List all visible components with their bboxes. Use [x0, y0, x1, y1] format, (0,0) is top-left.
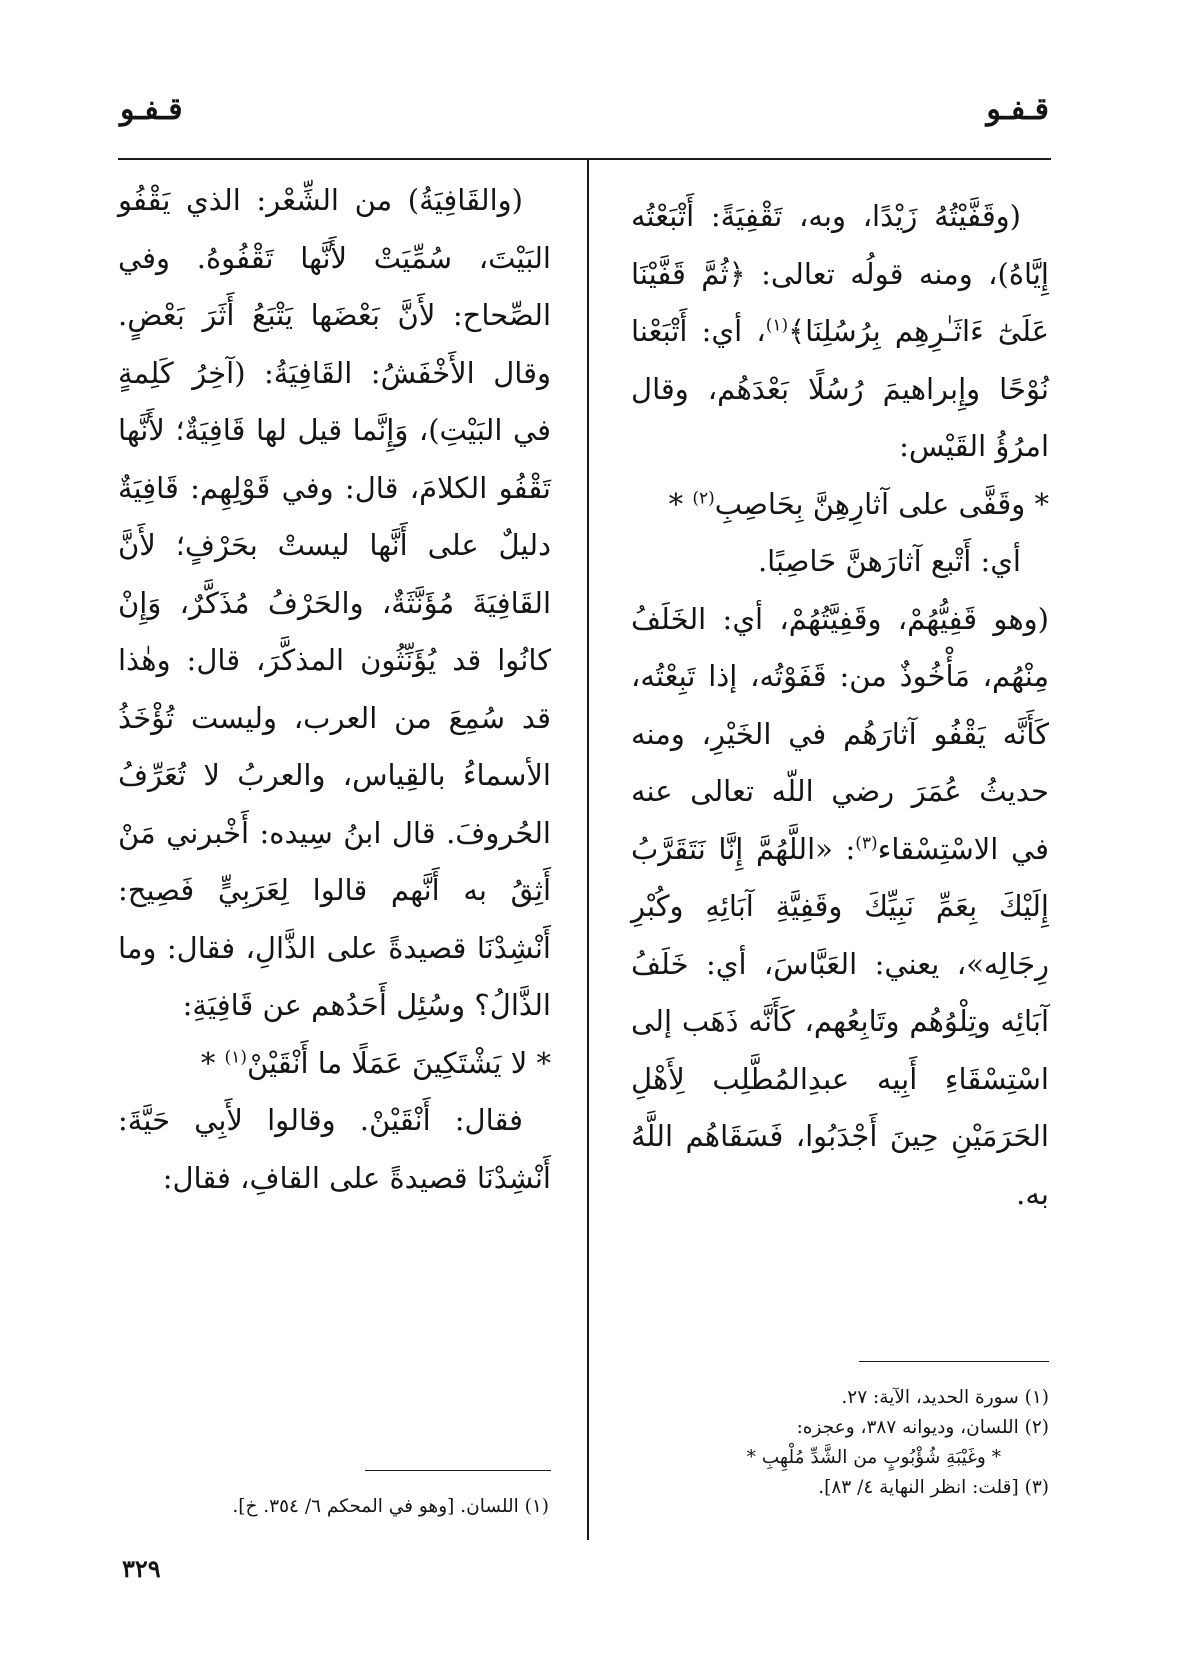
footnote: (٢) اللسان، وديوانه ٣٨٧، وعجزه: — [796, 1417, 1049, 1438]
entry-paragraph: فقال: أَنْقَيْنْ. وقالوا لأَبِي حَيَّةَ: أَنْشِدْنَا قصيدةً على القافِ، فقال: — [118, 1103, 551, 1195]
running-head-right: قـفـو — [986, 92, 1049, 127]
paragraph-text: : «اللَّهُمَّ إِنَّا نَتَقَرَّبُ إِلَيْكَ بِعَمِّ نَبِيِّكَ وقَفِيَّةِ آبَائِهِ وكُبْرِ رِجَالِه»، يعني: العَبَّاسَ، أي: خَلَفُ آبَائِه وتِلْوُهُم وتَابِعُهم، كَأَنَّه ذَهَب إلى اسْتِسْقَاءِ أَبِيه عبدِالمُطَّلِب لِأَهْلِ الحَرَمَيْنِ حِينَ أَجْدَبُوا، فَسَقَاهُم اللَّهُ به. — [631, 831, 1049, 1211]
verse-end-mark: * — [668, 486, 693, 521]
poetry-verse — [118, 1035, 551, 1093]
right-column — [631, 188, 1049, 1223]
running-head-left: قـفـو — [120, 92, 183, 127]
footnote-ref: (٢) — [692, 487, 715, 508]
footnote-ref: (١) — [224, 1046, 247, 1067]
header-rule — [118, 158, 1051, 160]
paragraph-text: (وهو قَفِيُّهُمْ، وقَفِيَّتُهُمْ، أي: الخَلَفُ مِنْهُم، مَأْخُوذٌ من: قَفَوْتُه، إذا تَبِعْتُه، كَأَنَّه يَقْفُو آثارَهُم في الخَيْرِ، ومنه حديثُ عُمَرَ رضي اللّه تعالى عنه في الاسْتِسْقاء — [631, 601, 1049, 866]
page-number: ٣٢٩ — [122, 1554, 161, 1583]
column-divider — [587, 160, 589, 1540]
footnote-rule-right — [859, 1361, 1049, 1362]
entry-paragraph — [631, 591, 1049, 1224]
entry-paragraph: (والقَافِيَةُ) من الشِّعْر: الذي يَقْفُو البَيْتَ، سُمِّيَتْ لأَنَّها تَقْفُوهُ. وفي الصِّحاح: لأَنَّ بَعْضَها يَتْبَعُ أَثَرَ بَعْضٍ. وقال الأَخْفَشُ: القَافِيَةُ: (آخِرُ كَلِمةٍ في البَيْتِ)، وَإِنَّما قيل لها قَافِيَةٌ؛ لأَنَّها تَقْفُو الكلامَ، قال: وفي قَوْلِهِم: قَافِيَةٌ دليلٌ على أَنَّها ليستْ بحَرْفٍ؛ لأَنَّ القَافِيَةَ مُؤَنَّثَةٌ، والحَرْفُ مُذَكَّرٌ، وَإِنْ كانُوا قد يُؤَنِّثُون المذكَّرَ، قال: وهٰذا قد سُمِعَ من العرب، وليست تُؤْخَذُ الأسماءُ بالقِياس، والعربُ لا تُعَرِّفُ الحُروفَ. قال ابنُ سِيده: أَخْبرني مَنْ أَثِقُ به أَنَّهم قالوا لِعَرَبِيٍّ فَصِيح: أَنْشِدْنَا قصيدةً على الذَّالِ، فقال: وما الذَّالُ؟ وسُئِل أَحَدُهم عن قَافِيَةِ: — [118, 183, 551, 1022]
footnote: (١) سورة الحديد، الآية: ٢٧. — [841, 1387, 1049, 1408]
footnote: (١) اللسان. [وهو في المحكم ٦/ ٣٥٤. خ]. — [232, 1496, 549, 1517]
footnotes-right — [629, 1383, 1049, 1503]
entry-paragraph — [631, 188, 1049, 476]
entry-paragraph: أي: أَتْبع آثارَهنَّ حَاصِبًا. — [757, 544, 1021, 578]
verse-end-mark: * — [200, 1045, 225, 1080]
paragraph-text: ، أي: أَتْبَعْنا نُوْحًا وإِبراهيمَ رُسُلًا بَعْدَهُم، وقال امرُؤُ القَيْس: — [631, 314, 1049, 463]
footnote-ref: (٣) — [855, 832, 878, 853]
footnote-verse: * وغَيْبَةِ شُؤْبُوبٍ من الشَّدِّ مُلْهِبِ * — [746, 1447, 1001, 1468]
verse-text: * لا يَشْتَكِينَ عَمَلًا ما أَنْقَيْنْ — [246, 1045, 551, 1080]
paragraph-text: (وقَفَّيْتُهُ زَيْدًا، وبه، تَقْفِيَةً: أَتْبَعْتُه إِيَّاهُ)، ومنه قولُه تعالى: ﴿ثُمَّ قَفَّيْنَا عَلَىٰٓ ءَاثَـٰرِهِم بِرُسُلِنَا﴾ — [631, 199, 1049, 348]
footnotes-left — [109, 1492, 549, 1522]
poetry-verse — [631, 476, 1049, 534]
footnote: (٣) [قلت: انظر النهاية ٤/ ٨٣]. — [818, 1477, 1049, 1498]
footnote-ref: (١) — [765, 315, 789, 336]
verse-text: * وقَفَّى على آثارِهِنَّ بِحَاصِبِ — [714, 486, 1049, 521]
left-column — [118, 172, 551, 1207]
footnote-rule-left — [365, 1470, 551, 1471]
